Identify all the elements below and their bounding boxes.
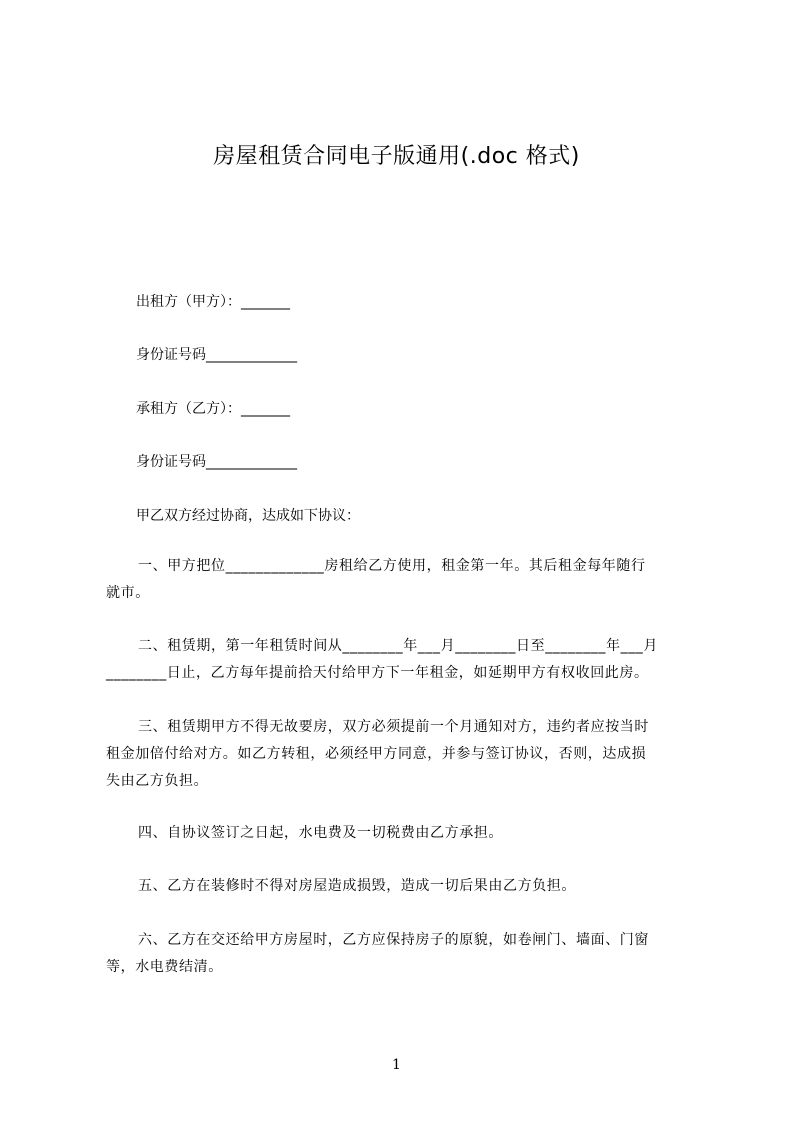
clause-line: 一、甲方把位_____________房租给乙方使用，租金第一年。其后租金每年随行 — [138, 558, 646, 574]
clause-line: ________日止，乙方每年提前拾天付给甲方下一年租金，如延期甲方有权收回此房。 — [106, 665, 649, 681]
document-title: 房屋租赁合同电子版通用(.doc 格式) — [213, 144, 580, 169]
lessee-field: 承租方（乙方）：_______ — [136, 401, 290, 417]
clause-line: 六、乙方在交还给甲方房屋时，乙方应保持房子的原貌，如卷闸门、墙面、门窗 — [138, 932, 649, 948]
intro-text: 甲乙双方经过协商，达成如下协议： — [136, 508, 360, 524]
page-number: 1 — [392, 1057, 401, 1073]
clause-2 — [106, 633, 698, 687]
clause-line: 失由乙方负担。 — [106, 773, 209, 789]
clause-line: 租金加倍付给对方。如乙方转租，必须经甲方同意，并参与签订协议，否则，达成损 — [106, 746, 647, 762]
clause-line: 二、租赁期，第一年租赁时间从________年___月________日至________年___月 — [138, 638, 658, 654]
lessee-id-field: 身份证号码_____________ — [136, 454, 297, 470]
clause-line: 四、自协议签订之日起，水电费及一切税费由乙方承担。 — [138, 825, 503, 841]
clause-5 — [106, 873, 698, 900]
clause-6 — [106, 927, 698, 981]
clause-4 — [106, 820, 698, 847]
clause-3 — [106, 714, 698, 795]
clause-line: 五、乙方在装修时不得对房屋造成损毁，造成一切后果由乙方负担。 — [138, 878, 576, 894]
clause-line: 等，水电费结清。 — [106, 959, 223, 975]
clause-1 — [106, 553, 698, 607]
lessor-field: 出租方（甲方）：_______ — [136, 294, 290, 310]
clause-line: 三、租赁期甲方不得无故要房，双方必须提前一个月通知对方，违约者应按当时 — [138, 719, 649, 735]
lessor-id-field: 身份证号码_____________ — [136, 347, 297, 363]
clause-line: 就市。 — [106, 585, 150, 601]
